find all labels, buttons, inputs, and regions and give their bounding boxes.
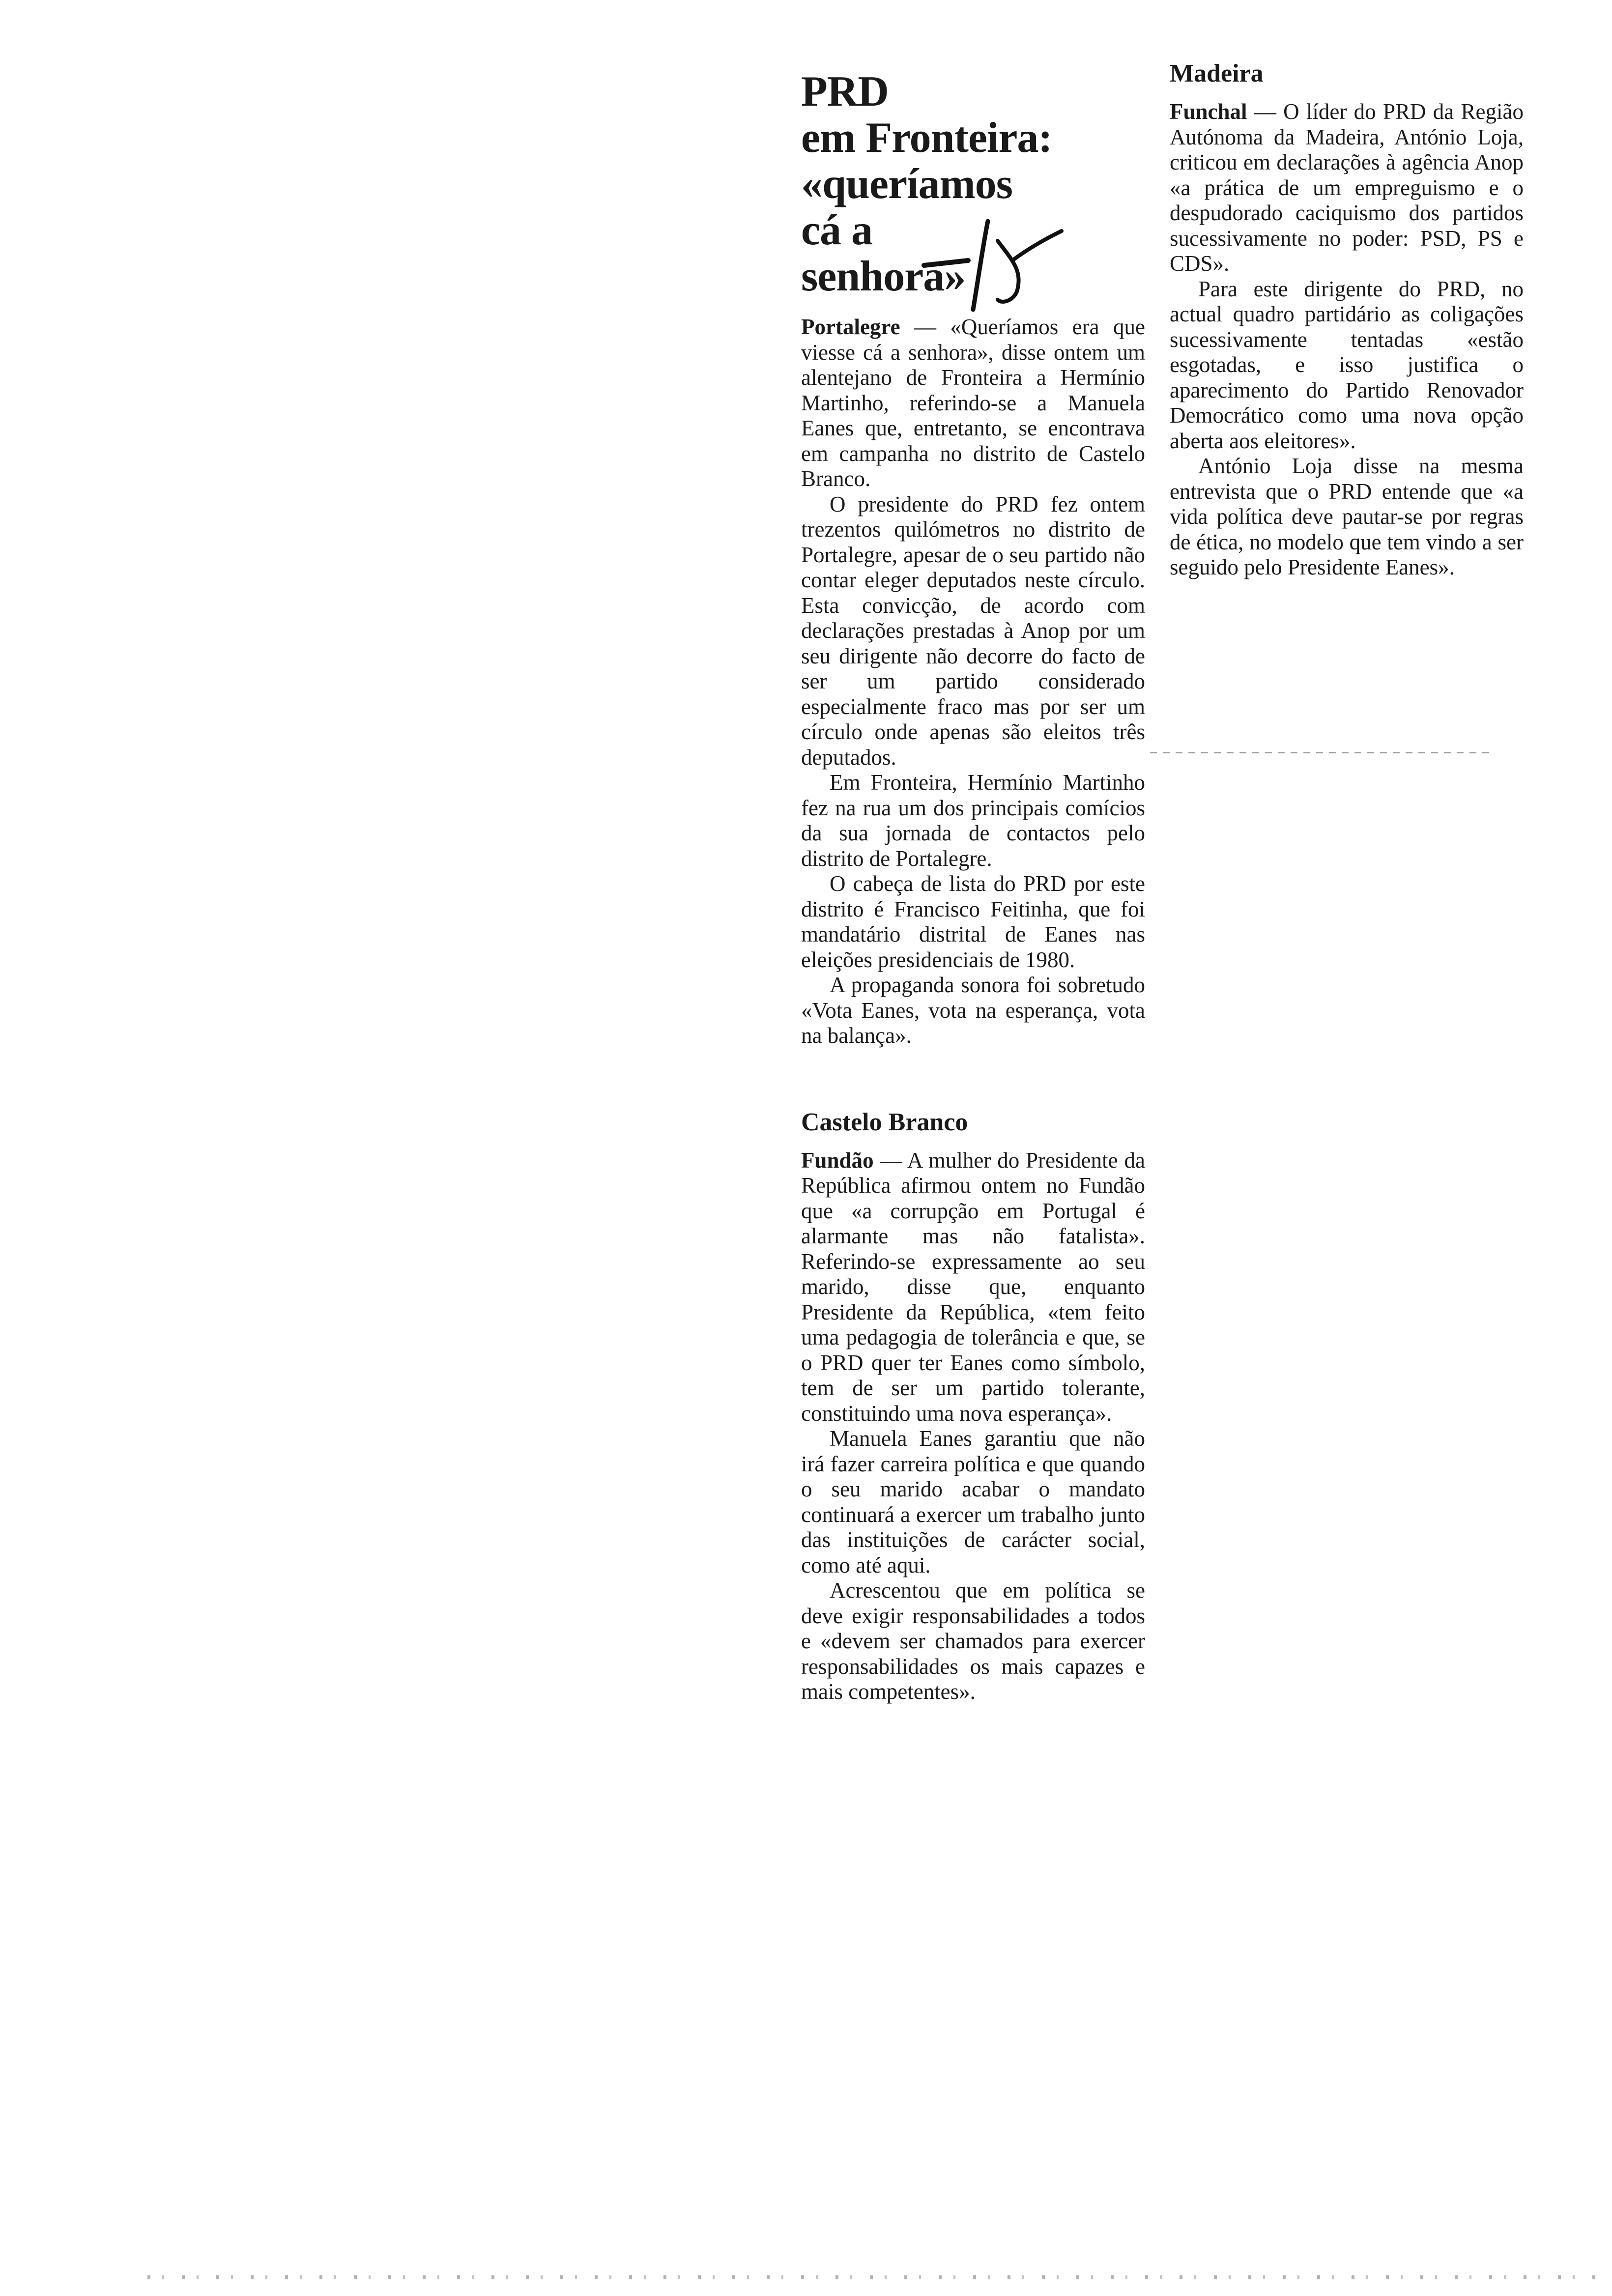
- article-portalegre: [801, 315, 1145, 1049]
- article-paragraph: [801, 315, 1145, 492]
- article-paragraph: O cabeça de lista do PRD por este distrito é Francisco Feitinha, que foi mandatário distrital de Eanes nas eleições presidenciais de 1980.: [801, 871, 1145, 972]
- article-madeira: [1170, 99, 1524, 580]
- handwritten-mark: [914, 206, 1071, 315]
- article-paragraph: Para este dirigente do PRD, no actual quadro partidário as coligações sucessivamente tentadas «estão esgotadas, e isso justifica o aparecimento do Partido Renovador Democrático como uma nova opção aberta aos eleitores».: [1170, 276, 1524, 453]
- dateline: Portalegre: [801, 315, 900, 339]
- article-paragraph: [1170, 99, 1524, 277]
- section-title: Castelo Branco: [801, 1108, 968, 1136]
- dateline: Funchal: [1170, 99, 1247, 124]
- section-title: Madeira: [1170, 59, 1264, 87]
- article-paragraph: O presidente do PRD fez ontem trezentos quilómetros no distrito de Portalegre, apesar de o seu partido não contar eleger deputados neste círculo. Esta convicção, de acordo com declarações prestadas à Anop por um seu dirigente não decorre do facto de ser um partido considerado especialmente fraco mas por ser um círculo onde apenas são eleitos três deputados.: [801, 491, 1145, 770]
- paragraph-text: — A mulher do Presidente da República afirmou ontem no Fundão que «a corrupção em Portugal é alarmante mas não fatalista». Referindo-se expressamente ao seu marido, disse que, enquanto Presidente da República, «tem feito uma pedagogia de tolerância e que, se o PRD quer ter Eanes como símbolo, tem de ser um partido tolerante, constituindo uma nova esperança».: [801, 1148, 1145, 1426]
- article-paragraph: Em Fronteira, Hermínio Martinho fez na rua um dos principais comícios da sua jornada de contactos pelo distrito de Portalegre.: [801, 770, 1145, 871]
- headline-line: PRD: [801, 68, 889, 115]
- headline-line: em Fronteira:: [801, 114, 1052, 162]
- paragraph-text: — O líder do PRD da Região Autónoma da Madeira, António Loja, criticou em declarações à agência Anop «a prática de um empreguismo e o despudorado caciquismo dos partidos sucessivamente no poder: PSD, PS e CDS».: [1170, 99, 1524, 276]
- dateline: Fundão: [801, 1148, 874, 1173]
- article-paragraph: A propaganda sonora foi sobretudo «Vota Eanes, vota na esperança, vota na balança».: [801, 973, 1145, 1048]
- right-column: [1170, 59, 1524, 580]
- headline-line: cá a: [801, 206, 873, 254]
- article-paragraph: Manuela Eanes garantiu que não irá fazer carreira política e que quando o seu marido acabar o mandato continuará a exercer um trabalho junto das instituições de carácter social, como até aqui.: [801, 1426, 1145, 1578]
- scan-artifact: [1150, 752, 1494, 753]
- article-paragraph: [801, 1148, 1145, 1427]
- paragraph-text: — «Queríamos era que viesse cá a senhora», disse ontem um alentejano de Fronteira a Hermínio Martinho, referindo-se a Manuela Eanes que, entretanto, se encontrava em campanha no distrito de Castelo Branco.: [801, 315, 1145, 491]
- section-spacer: [801, 1049, 1145, 1108]
- scan-artifact: [147, 2275, 1597, 2279]
- article-paragraph: Acrescentou que em política se deve exigir responsabilidades a todos e «devem ser chamados para exercer responsabilidades os mais capazes e mais competentes».: [801, 1578, 1145, 1704]
- headline-line: senhora»: [801, 253, 966, 300]
- article-paragraph: António Loja disse na mesma entrevista que o PRD entende que «a vida política deve pautar-se por regras de ética, no modelo que tem vindo a ser seguido pelo Presidente Eanes».: [1170, 454, 1524, 579]
- headline-line: «queríamos: [801, 160, 1012, 208]
- article-castelo-branco: [801, 1108, 1145, 1705]
